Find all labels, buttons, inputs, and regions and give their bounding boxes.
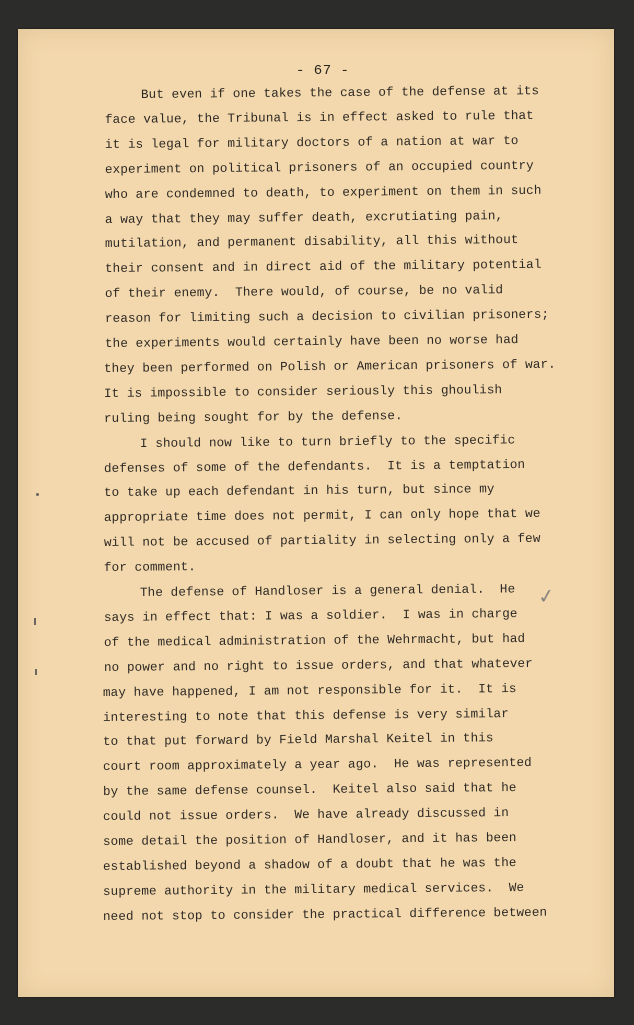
text-line: need not stop to consider the practical difference between	[102, 905, 547, 924]
text-line: for comment.	[103, 560, 196, 576]
text-line: of their enemy. There would, of course, be no valid	[104, 283, 503, 302]
text-line: experiment on political prisoners of an occupied country	[105, 158, 534, 177]
text-line: mutilation, and permanent disability, all this without	[104, 233, 519, 252]
text-line: established beyond a shadow of a doubt that he was the	[102, 855, 517, 874]
text-line: will not be accused of partiality in selecting only a few	[103, 531, 541, 551]
text-line: interesting to note that this defense is very similar	[103, 706, 510, 725]
handwritten-check-icon: ✓	[536, 582, 557, 610]
text-line: by the same defense counsel. Keitel also said that he	[103, 781, 517, 800]
text-line: court room approximately a year ago. He was represented	[103, 756, 533, 775]
margin-tick-mark	[34, 618, 36, 625]
text-line: The defense of Handloser is a general denial. He	[139, 582, 516, 600]
text-line: may have happened, I am not responsible for it. It is	[103, 681, 518, 700]
text-line: to take up each defendant in his turn, but since my	[104, 482, 495, 501]
text-line: ruling being sought for by the defense.	[104, 408, 404, 426]
text-line: supreme authority in the military medical services. We	[102, 880, 525, 899]
text-line: who are condemned to death, to experiment on them in such	[104, 183, 542, 202]
text-line: says in effect that: I was a soldier. I was in charge	[103, 606, 518, 625]
text-line: the experiments would certainly have been no worse had	[104, 333, 519, 351]
margin-dot-mark	[36, 493, 39, 496]
text-line: But even if one takes the case of the defense at its	[141, 84, 540, 102]
text-line: a way that they may suffer death, excrutiating pain,	[104, 208, 504, 227]
text-line: some detail the position of Handloser, and it has been	[102, 831, 517, 849]
text-line: it is legal for military doctors of a nation at war to	[105, 133, 519, 152]
text-line: face value, the Tribunal is in effect asked to rule that	[105, 108, 535, 127]
text-line: they been performed on Polish or American prisoners of war.	[104, 357, 557, 376]
text-line: It is impossible to consider seriously this ghoulish	[104, 382, 503, 401]
text-line: no power and no right to issue orders, and that whatever	[103, 656, 533, 675]
text-line: to that put forward by Field Marshal Keitel in this	[103, 731, 494, 750]
text-line: could not issue orders. We have already discussed in	[102, 806, 509, 825]
text-line: of the medical administration of the Wehrmacht, but had	[103, 631, 525, 650]
document-page	[18, 29, 614, 997]
text-line: I should now like to turn briefly to the specific	[140, 432, 516, 451]
text-line: defenses of some of the defendants. It is a temptation	[104, 457, 526, 476]
page-number: - 67 -	[296, 63, 350, 79]
margin-tick-mark	[35, 669, 37, 675]
text-line: their consent and in direct aid of the military potential	[104, 258, 542, 277]
text-line: reason for limiting such a decision to civilian prisoners;	[104, 307, 549, 327]
text-line: appropriate time does not permit, I can only hope that we	[103, 507, 541, 526]
